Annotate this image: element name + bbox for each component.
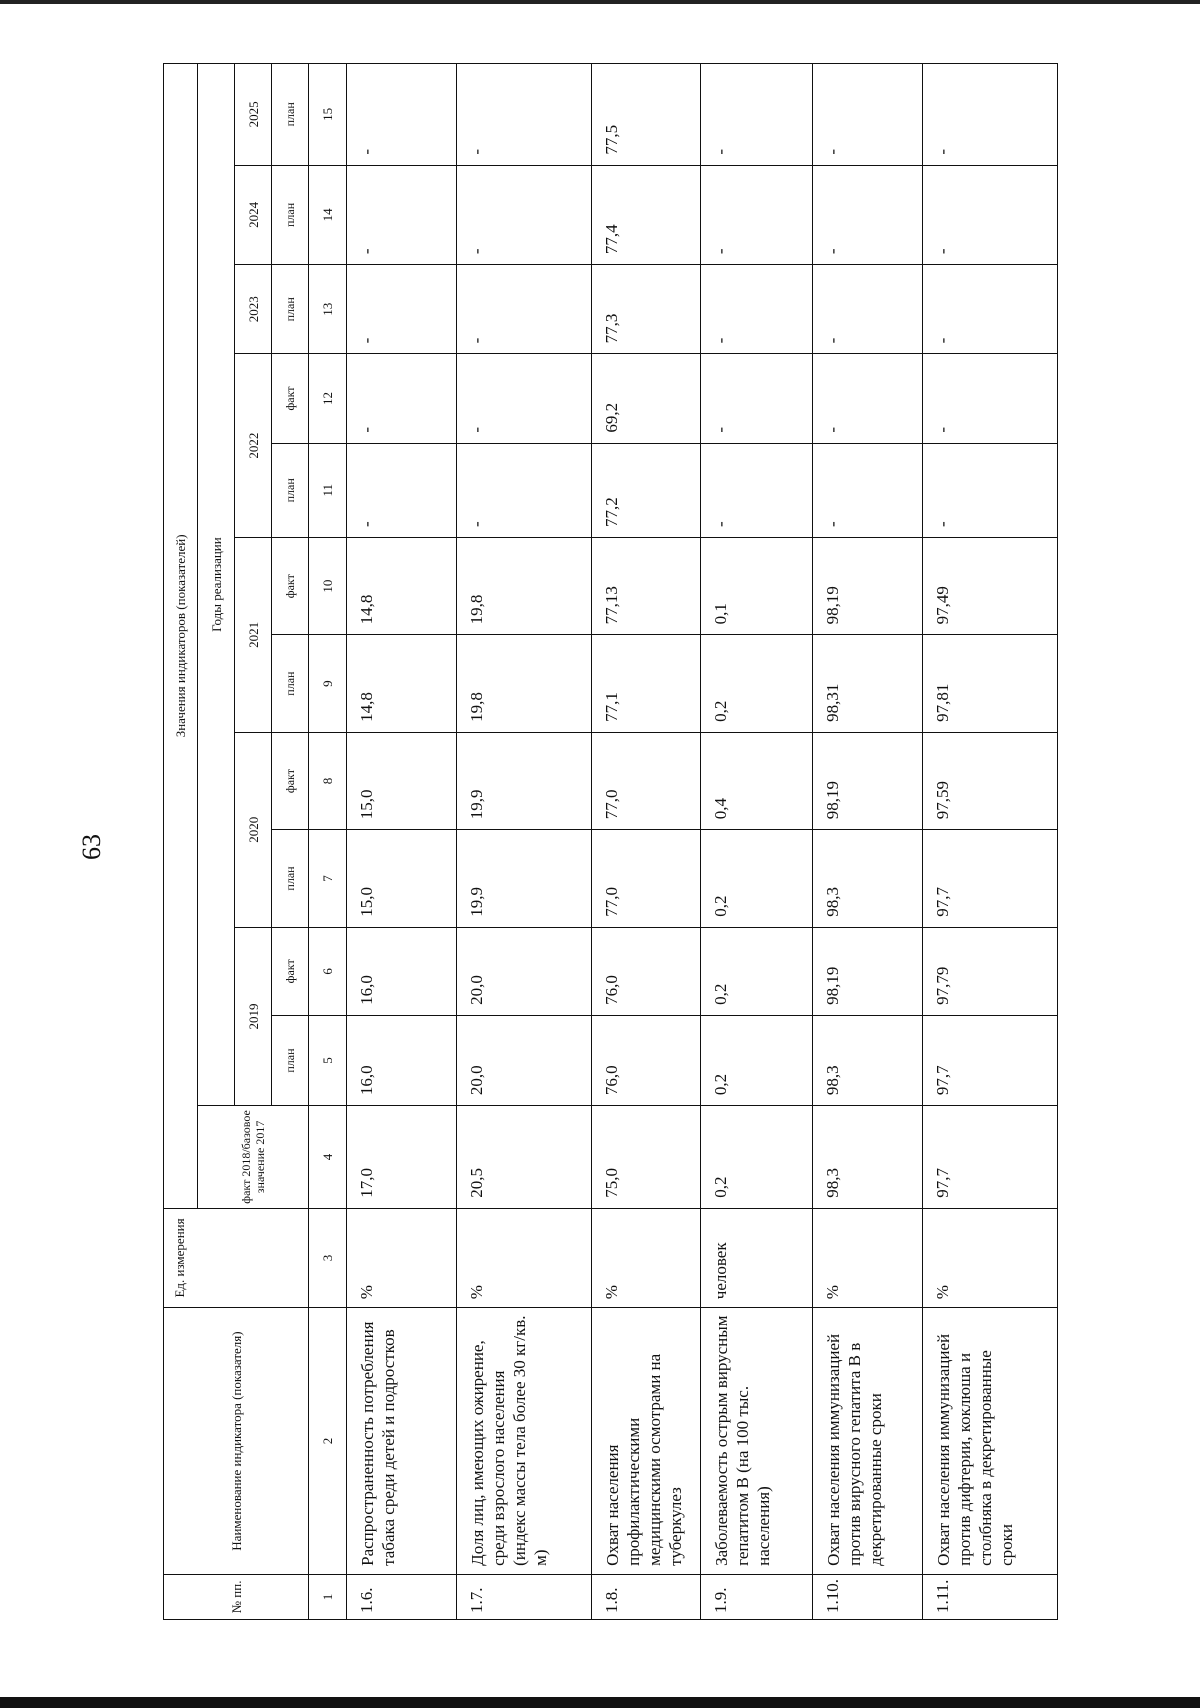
table-row bbox=[701, 64, 813, 1620]
value-cell: 0,2 bbox=[701, 927, 813, 1015]
header-plan: план bbox=[272, 830, 309, 927]
value-cell: 77,0 bbox=[592, 732, 701, 829]
value-cell: - bbox=[347, 64, 457, 166]
header-year-2021: 2021 bbox=[235, 537, 272, 732]
value-cell: 20,5 bbox=[457, 1106, 592, 1209]
value-cell: 16,0 bbox=[347, 927, 457, 1015]
column-number: 2 bbox=[309, 1308, 347, 1575]
value-cell: - bbox=[923, 165, 1058, 264]
value-cell: - bbox=[923, 354, 1058, 443]
value-cell: - bbox=[813, 443, 923, 537]
column-number: 14 bbox=[309, 165, 347, 264]
value-cell: 69,2 bbox=[592, 354, 701, 443]
header-fact: факт bbox=[272, 927, 309, 1015]
value-cell: - bbox=[457, 165, 592, 264]
value-cell: - bbox=[347, 165, 457, 264]
column-number: 13 bbox=[309, 265, 347, 354]
value-cell: 77,4 bbox=[592, 165, 701, 264]
value-cell: 19,9 bbox=[457, 830, 592, 927]
value-cell: 0,2 bbox=[701, 1015, 813, 1105]
value-cell: 16,0 bbox=[347, 1015, 457, 1105]
value-cell: 97,49 bbox=[923, 537, 1058, 634]
header-plan: план bbox=[272, 1015, 309, 1105]
value-cell: - bbox=[701, 443, 813, 537]
value-cell: 76,0 bbox=[592, 1015, 701, 1105]
page-number: 63 bbox=[77, 834, 106, 860]
unit: % bbox=[592, 1208, 701, 1307]
unit: % bbox=[923, 1208, 1058, 1307]
indicator-name: Охват населения профилактическими медицинскими осмотрами на туберкулез bbox=[592, 1308, 701, 1575]
header-plan: план bbox=[272, 265, 309, 354]
value-cell: 0,1 bbox=[701, 537, 813, 634]
value-cell: 77,5 bbox=[592, 64, 701, 166]
value-cell: - bbox=[347, 443, 457, 537]
row-number: 1.11. bbox=[923, 1574, 1058, 1619]
column-numbers-row bbox=[309, 64, 347, 1620]
value-cell: - bbox=[457, 354, 592, 443]
value-cell: - bbox=[347, 354, 457, 443]
header-year-2023: 2023 bbox=[235, 265, 272, 354]
column-number: 11 bbox=[309, 443, 347, 537]
value-cell: 14,8 bbox=[347, 537, 457, 634]
value-cell: - bbox=[813, 354, 923, 443]
value-cell: 0,4 bbox=[701, 732, 813, 829]
value-cell: - bbox=[457, 265, 592, 354]
column-number: 5 bbox=[309, 1015, 347, 1105]
header-year-2024: 2024 bbox=[235, 165, 272, 264]
header-year-2025: 2025 bbox=[235, 64, 272, 166]
value-cell: - bbox=[923, 64, 1058, 166]
header-plan: план bbox=[272, 443, 309, 537]
row-number: 1.7. bbox=[457, 1574, 592, 1619]
value-cell: - bbox=[923, 265, 1058, 354]
unit: % bbox=[347, 1208, 457, 1307]
value-cell: 19,9 bbox=[457, 732, 592, 829]
indicators-table bbox=[163, 63, 1058, 1620]
value-cell: 98,19 bbox=[813, 927, 923, 1015]
value-cell: 98,3 bbox=[813, 1106, 923, 1209]
indicator-name: Заболеваемость острым вирусным гепатитом В (на 100 тыс. населения) bbox=[701, 1308, 813, 1575]
value-cell: - bbox=[701, 354, 813, 443]
column-number: 15 bbox=[309, 64, 347, 166]
value-cell: 0,2 bbox=[701, 1106, 813, 1209]
header-no: № пп. bbox=[164, 1574, 309, 1619]
value-cell: 97,7 bbox=[923, 830, 1058, 927]
value-cell: 97,81 bbox=[923, 635, 1058, 732]
value-cell: 98,19 bbox=[813, 537, 923, 634]
value-cell: 98,19 bbox=[813, 732, 923, 829]
value-cell: 76,0 bbox=[592, 927, 701, 1015]
value-cell: 0,2 bbox=[701, 830, 813, 927]
unit: % bbox=[813, 1208, 923, 1307]
header-plan: план bbox=[272, 635, 309, 732]
table-row bbox=[813, 64, 923, 1620]
column-number: 7 bbox=[309, 830, 347, 927]
table-row bbox=[923, 64, 1058, 1620]
value-cell: 20,0 bbox=[457, 927, 592, 1015]
column-number: 6 bbox=[309, 927, 347, 1015]
row-number: 1.8. bbox=[592, 1574, 701, 1619]
header-plan: план bbox=[272, 165, 309, 264]
table-row bbox=[347, 64, 457, 1620]
value-cell: 20,0 bbox=[457, 1015, 592, 1105]
indicator-name: Распространенность потребления табака среди детей и подростков bbox=[347, 1308, 457, 1575]
header-base: факт 2018/базовое значение 2017 bbox=[198, 1106, 309, 1209]
value-cell: 97,7 bbox=[923, 1106, 1058, 1209]
scan-edge-top bbox=[0, 0, 1200, 4]
value-cell: - bbox=[813, 265, 923, 354]
header-years-group: Годы реализации bbox=[198, 64, 235, 1106]
column-number: 3 bbox=[309, 1208, 347, 1307]
value-cell: - bbox=[347, 265, 457, 354]
table-row bbox=[457, 64, 592, 1620]
column-number: 9 bbox=[309, 635, 347, 732]
header-year-2020: 2020 bbox=[235, 732, 272, 927]
unit: % bbox=[457, 1208, 592, 1307]
row-number: 1.10. bbox=[813, 1574, 923, 1619]
value-cell: - bbox=[701, 265, 813, 354]
value-cell: - bbox=[701, 165, 813, 264]
value-cell: 77,3 bbox=[592, 265, 701, 354]
indicator-name: Охват населения иммунизацией против дифтерии, коклюша и столбняка в декретированные сроки bbox=[923, 1308, 1058, 1575]
value-cell: - bbox=[701, 64, 813, 166]
value-cell: 17,0 bbox=[347, 1106, 457, 1209]
value-cell: 15,0 bbox=[347, 732, 457, 829]
value-cell: 19,8 bbox=[457, 537, 592, 634]
column-number: 4 bbox=[309, 1106, 347, 1209]
value-cell: 14,8 bbox=[347, 635, 457, 732]
table-row bbox=[592, 64, 701, 1620]
scan-edge-bottom bbox=[0, 1697, 1200, 1708]
value-cell: 75,0 bbox=[592, 1106, 701, 1209]
row-number: 1.9. bbox=[701, 1574, 813, 1619]
value-cell: 77,1 bbox=[592, 635, 701, 732]
value-cell: 77,13 bbox=[592, 537, 701, 634]
value-cell: 97,59 bbox=[923, 732, 1058, 829]
header-fact: факт bbox=[272, 354, 309, 443]
indicator-name: Охват населения иммунизацией против вирусного гепатита В в декретированные сроки bbox=[813, 1308, 923, 1575]
unit: человек bbox=[701, 1208, 813, 1307]
value-cell: 0,2 bbox=[701, 635, 813, 732]
value-cell: - bbox=[457, 64, 592, 166]
row-number: 1.6. bbox=[347, 1574, 457, 1619]
header-year-2022: 2022 bbox=[235, 354, 272, 538]
header-fact: факт bbox=[272, 537, 309, 634]
value-cell: 98,3 bbox=[813, 1015, 923, 1105]
value-cell: 98,3 bbox=[813, 830, 923, 927]
header-name: Наименование индикатора (показателя) bbox=[164, 1308, 309, 1575]
value-cell: 77,2 bbox=[592, 443, 701, 537]
header-unit: Ед. измерения bbox=[164, 1208, 309, 1307]
value-cell: - bbox=[923, 443, 1058, 537]
indicator-name: Доля лиц, имеющих ожирение, среди взрослого населения (индекс массы тела более 30 кг/кв. м) bbox=[457, 1308, 592, 1575]
column-number: 8 bbox=[309, 732, 347, 829]
rotated-table-wrapper bbox=[163, 63, 1036, 1620]
header-plan: план bbox=[272, 64, 309, 166]
column-number: 12 bbox=[309, 354, 347, 443]
value-cell: - bbox=[813, 165, 923, 264]
header-values-group: Значения индикаторов (показателей) bbox=[164, 64, 198, 1209]
value-cell: 97,7 bbox=[923, 1015, 1058, 1105]
value-cell: 77,0 bbox=[592, 830, 701, 927]
value-cell: 19,8 bbox=[457, 635, 592, 732]
header-fact: факт bbox=[272, 732, 309, 829]
column-number: 10 bbox=[309, 537, 347, 634]
value-cell: 15,0 bbox=[347, 830, 457, 927]
column-number: 1 bbox=[309, 1574, 347, 1619]
value-cell: 98,31 bbox=[813, 635, 923, 732]
header-year-2019: 2019 bbox=[235, 927, 272, 1105]
value-cell: - bbox=[457, 443, 592, 537]
value-cell: 97,79 bbox=[923, 927, 1058, 1015]
value-cell: - bbox=[813, 64, 923, 166]
